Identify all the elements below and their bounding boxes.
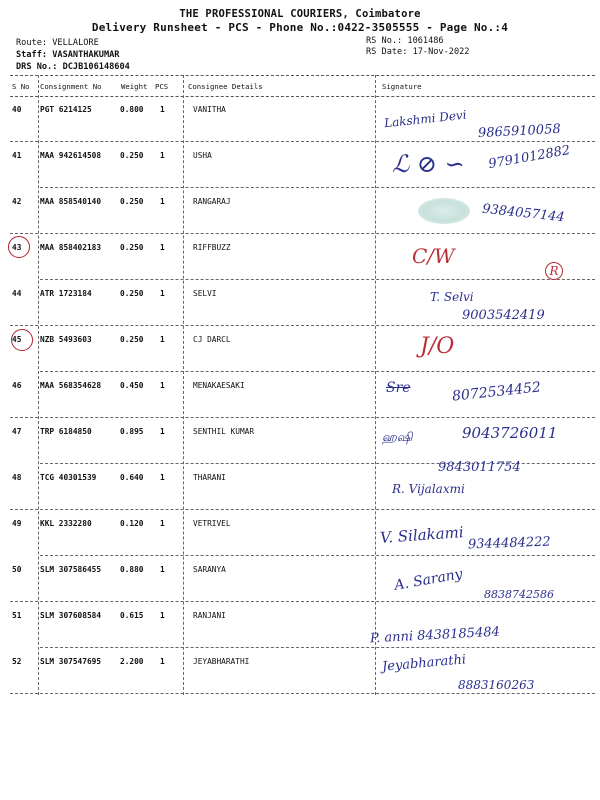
row-consignment: KKL 2332280 <box>40 519 92 528</box>
note-r43: C/W <box>412 244 455 268</box>
row-consignee: USHA <box>193 151 212 160</box>
row-sno: 46 <box>12 381 22 390</box>
row-weight: 0.120 <box>120 519 144 528</box>
row-weight: 0.250 <box>120 335 144 344</box>
row-consignment: MAA 858540140 <box>40 197 102 206</box>
rs-date: RS Date: 17-Nov-2022 <box>366 47 470 57</box>
signature-r47-mark: ஹஷி <box>382 430 413 444</box>
row-consignment: NZB 5493603 <box>40 335 92 344</box>
row-consignee: RANJANI <box>193 611 226 620</box>
signature-r50-name: A. Sarany <box>393 566 464 594</box>
signature-r41-phone: 9791012882 <box>487 142 572 173</box>
row-consignment: SLM 307547695 <box>40 657 102 666</box>
note-r44-circle: R <box>545 262 563 280</box>
row-pcs: 1 <box>160 289 165 298</box>
col-signature: Signature <box>382 82 422 91</box>
row-weight: 0.250 <box>120 197 144 206</box>
row-sno: 43 <box>12 243 22 252</box>
row-weight: 0.880 <box>120 565 144 574</box>
row-pcs: 1 <box>160 565 165 574</box>
row-pcs: 1 <box>160 519 165 528</box>
signature-r48-name: R. Vijalaxmi <box>392 482 465 496</box>
row-sno: 40 <box>12 105 22 114</box>
row-consignee: JEYABHARATHI <box>193 657 250 666</box>
row-pcs: 1 <box>160 335 165 344</box>
row-weight: 0.640 <box>120 473 144 482</box>
row-consignment: MAA 858402183 <box>40 243 102 252</box>
row-weight: 0.250 <box>120 151 144 160</box>
table-row <box>10 326 595 372</box>
staff-label: Staff: VASANTHAKUMAR <box>16 50 120 60</box>
signature-r40-name: Lakshmi Devi <box>383 107 468 131</box>
drs-number: DRS No.: DCJB106148604 <box>16 62 130 72</box>
row-sno: 48 <box>12 473 22 482</box>
row-weight: 0.250 <box>120 289 144 298</box>
route-label: Route: VELLALORE <box>16 38 99 48</box>
row-weight: 0.615 <box>120 611 144 620</box>
row-pcs: 1 <box>160 381 165 390</box>
col-consignment: Consignment No <box>40 82 102 91</box>
signature-r48-phone: 9843011754 <box>438 460 521 475</box>
row-sno: 50 <box>12 565 22 574</box>
col-weight: Weight <box>121 82 148 91</box>
signature-r44-phone: 9003542419 <box>462 308 545 323</box>
table-header <box>10 75 595 97</box>
signature-r50-phone: 8838742586 <box>484 588 554 601</box>
row-consignee: VETRIVEL <box>193 519 231 528</box>
row-pcs: 1 <box>160 657 165 666</box>
row-pcs: 1 <box>160 611 165 620</box>
row-weight: 0.450 <box>120 381 144 390</box>
col-pcs: PCS <box>155 82 169 91</box>
row-consignee: VANITHA <box>193 105 226 114</box>
runsheet-subtitle: Delivery Runsheet - PCS - Phone No.:0422-3505555 - Page No.:4 <box>91 21 509 34</box>
table-row <box>10 234 595 280</box>
circle-mark <box>8 236 30 258</box>
row-weight: 0.895 <box>120 427 144 436</box>
row-sno: 44 <box>12 289 22 298</box>
signature-r49-name: V. Silakami <box>379 523 465 547</box>
row-pcs: 1 <box>160 427 165 436</box>
row-pcs: 1 <box>160 105 165 114</box>
row-consignment: SLM 307608584 <box>40 611 102 620</box>
signature-r51-line: P. anni 8438185484 <box>369 624 501 647</box>
signature-r40-phone: 9865910058 <box>477 121 562 142</box>
col-sno: S No <box>12 82 30 91</box>
row-consignment: MAA 942614508 <box>40 151 102 160</box>
row-weight: 0.250 <box>120 243 144 252</box>
row-weight: 0.800 <box>120 105 144 114</box>
signature-r44-name: T. Selvi <box>430 290 474 304</box>
row-divider <box>10 693 595 694</box>
row-sno: 52 <box>12 657 22 666</box>
row-consignee: SARANYA <box>193 565 226 574</box>
row-consignee: RIFFBUZZ <box>193 243 231 252</box>
row-consignee: RANGARAJ <box>193 197 231 206</box>
signature-r42-phone: 9384057144 <box>481 201 566 226</box>
row-consignee: MENAKAESAKI <box>193 381 245 390</box>
row-consignment: MAA 568354628 <box>40 381 102 390</box>
row-pcs: 1 <box>160 151 165 160</box>
row-pcs: 1 <box>160 243 165 252</box>
signature-r47-phone: 9043726011 <box>462 424 558 442</box>
row-sno: 49 <box>12 519 22 528</box>
row-consignment: ATR 1723184 <box>40 289 92 298</box>
col-consignee: Consignee Details <box>188 82 263 91</box>
row-consignment: PGT 6214125 <box>40 105 92 114</box>
ink-stamp-smudge <box>418 198 470 224</box>
signature-r41-mark: ℒ ⊘ ∽ <box>392 150 465 178</box>
rs-number: RS No.: 1061486 <box>366 36 444 46</box>
row-consignee: THARANI <box>193 473 226 482</box>
row-sno: 41 <box>12 151 22 160</box>
row-sno: 45 <box>12 335 22 344</box>
row-consignment: TRP 6184850 <box>40 427 92 436</box>
table-row <box>10 602 595 648</box>
signature-r46-strike: Sre <box>386 380 411 396</box>
row-consignment: TCG 40301539 <box>40 473 97 482</box>
signature-r52-name: Jeyabharathi <box>381 652 467 675</box>
row-sno: 42 <box>12 197 22 206</box>
signature-r46-phone: 8072534452 <box>451 379 542 405</box>
row-consignee: CJ DARCL <box>193 335 231 344</box>
row-weight: 2.200 <box>120 657 144 666</box>
company-title: THE PROFESSIONAL COURIERS, Coimbatore <box>179 8 421 20</box>
row-consignee: SENTHIL KUMAR <box>193 427 255 436</box>
row-consignment: SLM 307586455 <box>40 565 102 574</box>
row-sno: 51 <box>12 611 22 620</box>
row-pcs: 1 <box>160 473 165 482</box>
signature-r49-phone: 9344484222 <box>467 534 551 553</box>
note-r45: J/O <box>420 334 455 359</box>
row-sno: 47 <box>12 427 22 436</box>
row-pcs: 1 <box>160 197 165 206</box>
row-consignee: SELVI <box>193 289 217 298</box>
circle-mark <box>11 329 33 351</box>
signature-r52-phone: 8883160263 <box>458 678 535 692</box>
